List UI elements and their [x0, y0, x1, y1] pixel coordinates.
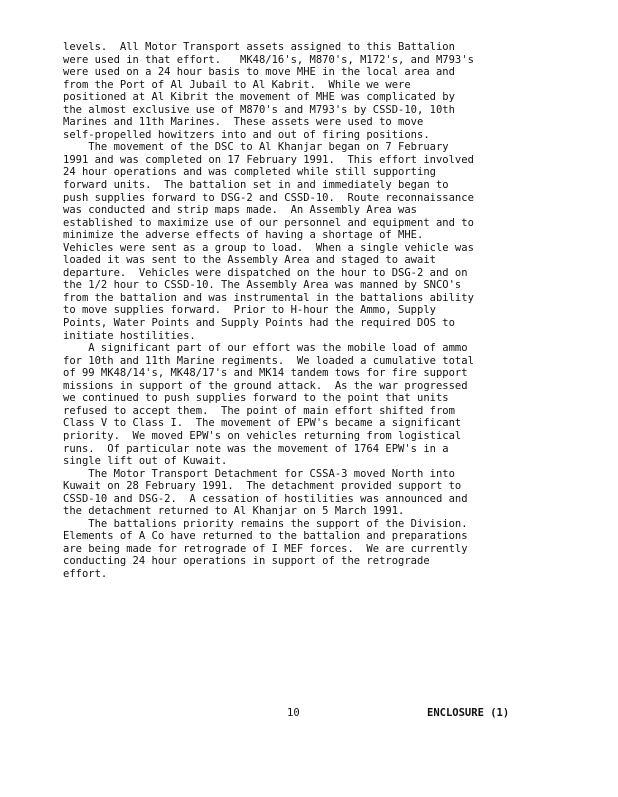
- text-line: established to maximize use of our personnel and equipment and to: [63, 216, 474, 229]
- enclosure-label: ENCLOSURE (1): [427, 707, 510, 719]
- text-line: A significant part of our effort was the mobile load of ammo: [63, 342, 468, 355]
- text-line: missions in support of the ground attack. As the war progressed: [63, 379, 468, 392]
- text-line: minimize the adverse effects of having a shortage of MHE.: [63, 229, 424, 242]
- text-line: refused to accept them. The point of main effort shifted from: [63, 404, 455, 417]
- text-line: from the battalion and was instrumental in the battalions ability: [63, 291, 474, 304]
- text-line: we continued to push supplies forward to the point that units: [63, 392, 449, 405]
- text-line: CSSD-10 and DSG-2. A cessation of hostilities was announced and: [63, 492, 468, 505]
- text-line: self-propelled howitzers into and out of firing positions.: [63, 128, 430, 141]
- text-line: the detachment returned to Al Khanjar on 5 March 1991.: [63, 505, 405, 518]
- text-line: Points, Water Points and Supply Points had the required DOS to: [63, 317, 455, 330]
- text-line: The Motor Transport Detachment for CSSA-3 moved North into: [63, 467, 455, 480]
- text-line: push supplies forward to DSG-2 and CSSD-10. Route reconnaissance: [63, 191, 474, 204]
- text-line: of 99 MK48/14's, MK48/17's and MK14 tandem tows for fire support: [63, 367, 468, 380]
- text-line: to move supplies forward. Prior to H-hour the Ammo, Supply: [63, 304, 436, 317]
- text-line: positioned at Al Kibrit the movement of MHE was complicated by: [63, 91, 455, 104]
- text-line: were used on a 24 hour basis to move MHE in the local area and: [63, 66, 455, 79]
- text-line: conducting 24 hour operations in support of the retrograde: [63, 555, 430, 568]
- text-line: for 10th and 11th Marine regiments. We loaded a cumulative total: [63, 354, 474, 367]
- text-line: 1991 and was completed on 17 February 1991. This effort involved: [63, 153, 474, 166]
- text-line: Vehicles were sent as a group to load. When a single vehicle was: [63, 241, 474, 254]
- text-line: departure. Vehicles were dispatched on the hour to DSG-2 and on: [63, 266, 468, 279]
- text-line: loaded it was sent to the Assembly Area and staged to await: [63, 254, 436, 267]
- text-line: runs. Of particular note was the movement of 1764 EPW's in a: [63, 442, 449, 455]
- text-line: effort.: [63, 567, 108, 580]
- text-line: were used in that effort. MK48/16's, M870's, M172's, and M793's: [63, 53, 474, 66]
- text-line: 24 hour operations and was completed while still supporting: [63, 166, 436, 179]
- text-line: Kuwait on 28 February 1991. The detachment provided support to: [63, 480, 462, 493]
- text-line: single lift out of Kuwait.: [63, 455, 228, 468]
- text-line: The movement of the DSC to Al Khanjar began on 7 February: [63, 141, 449, 154]
- text-line: The battalions priority remains the support of the Division.: [63, 517, 468, 530]
- text-line: levels. All Motor Transport assets assigned to this Battalion: [63, 41, 455, 53]
- text-line: Marines and 11th Marines. These assets were used to move: [63, 116, 424, 129]
- page-number: 10: [287, 707, 300, 719]
- text-line: priority. We moved EPW's on vehicles returning from logistical: [63, 429, 462, 442]
- text-line: Class V to Class I. The movement of EPW's became a significant: [63, 417, 462, 430]
- text-line: was conducted and strip maps made. An Assembly Area was: [63, 204, 418, 217]
- body-text: [63, 41, 583, 581]
- text-line: the almost exclusive use of M870's and M793's by CSSD-10, 10th: [63, 103, 455, 116]
- text-line: from the Port of Al Jubail to Al Kabrit. While we were: [63, 78, 411, 91]
- text-line: Elements of A Co have returned to the battalion and preparations: [63, 530, 468, 543]
- text-line: initiate hostilities.: [63, 329, 196, 342]
- text-line: are being made for retrograde of I MEF forces. We are currently: [63, 542, 468, 555]
- text-line: the 1/2 hour to CSSD-10. The Assembly Area was manned by SNCO's: [63, 279, 462, 292]
- text-line: forward units. The battalion set in and immediately began to: [63, 179, 449, 192]
